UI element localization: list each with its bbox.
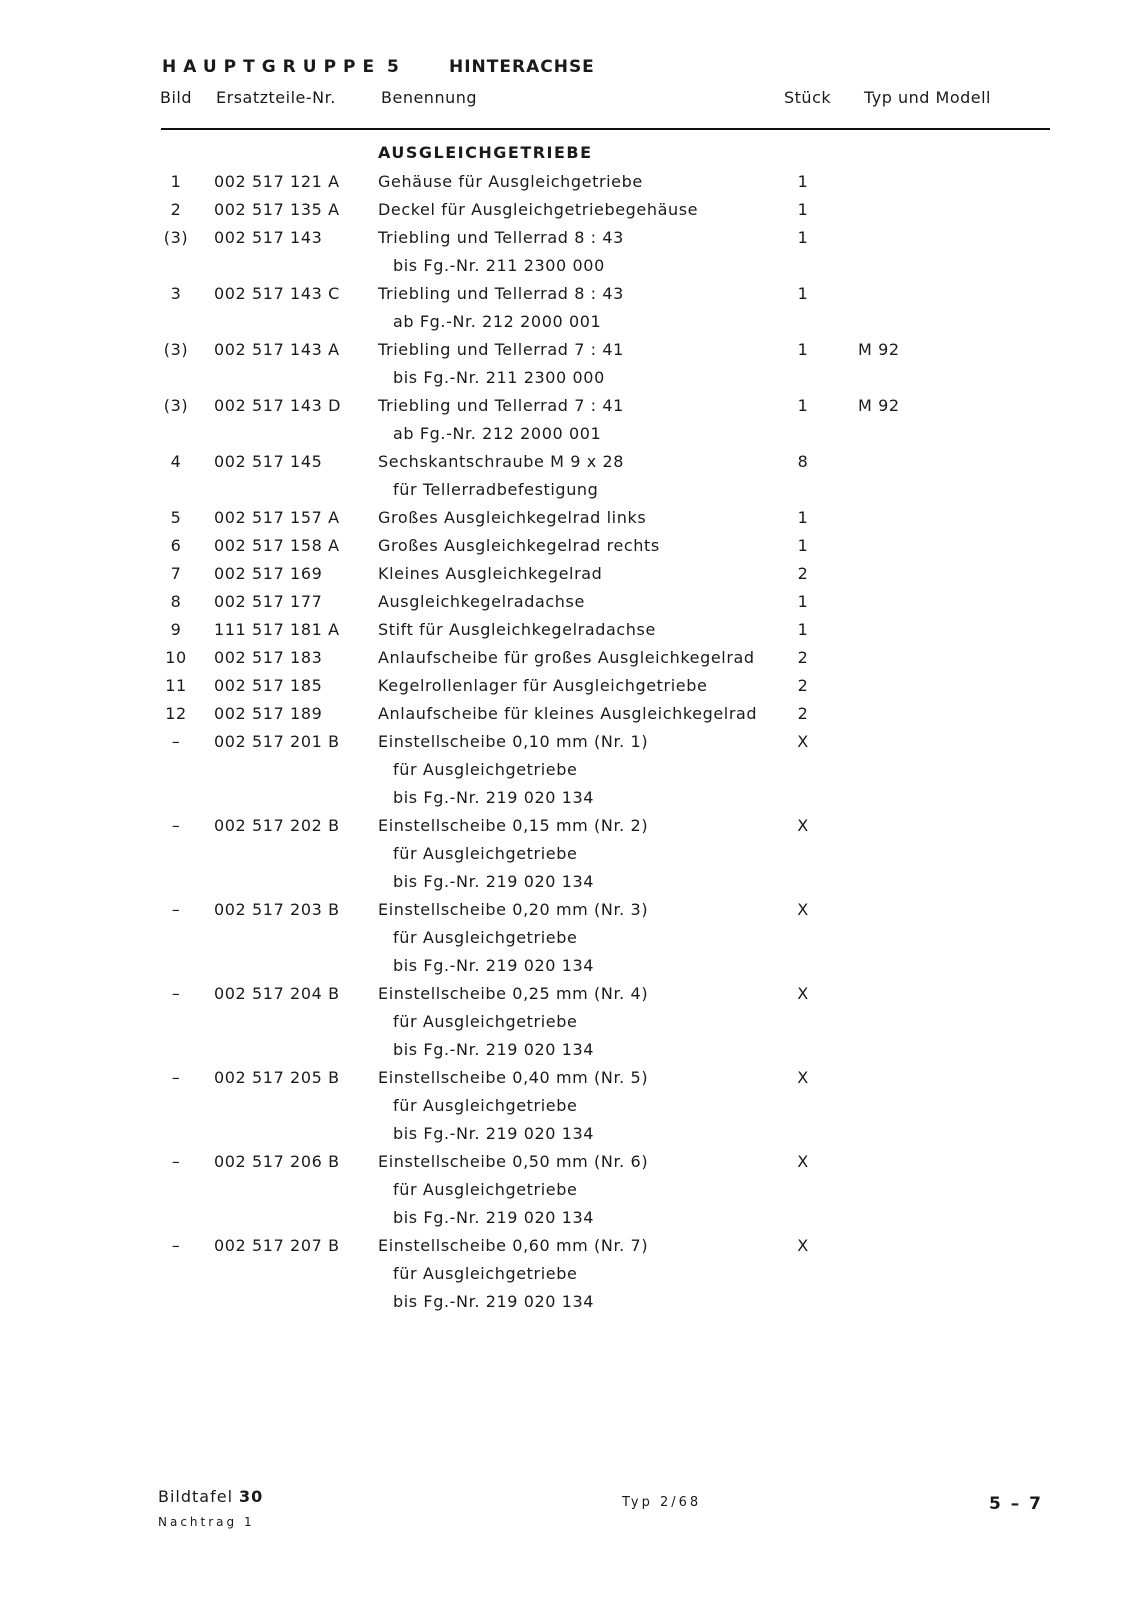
description-cell: Triebling und Tellerrad 7 : 41 bbox=[378, 396, 624, 415]
description-cell: Einstellscheibe 0,50 mm (Nr. 6) bbox=[378, 1152, 649, 1171]
model-cell: M 92 bbox=[858, 396, 900, 415]
table-row bbox=[0, 896, 1139, 924]
description-cell: für Ausgleichgetriebe bbox=[393, 1180, 578, 1199]
part-number-cell: 002 517 202 B bbox=[214, 816, 340, 835]
table-row bbox=[0, 1260, 1139, 1288]
group-label: HAUPTGRUPPE bbox=[162, 57, 382, 77]
description-cell: für Ausgleichgetriebe bbox=[393, 760, 578, 779]
quantity-cell: X bbox=[797, 1068, 809, 1087]
description-cell: Triebling und Tellerrad 8 : 43 bbox=[378, 284, 624, 303]
table-row bbox=[0, 448, 1139, 476]
part-number-cell: 002 517 207 B bbox=[214, 1236, 340, 1255]
description-cell: bis Fg.-Nr. 219 020 134 bbox=[393, 788, 595, 807]
description-cell: für Ausgleichgetriebe bbox=[393, 1012, 578, 1031]
bild-cell: – bbox=[171, 984, 181, 1003]
quantity-cell: 2 bbox=[797, 648, 809, 667]
footer-bildtafel bbox=[158, 1487, 263, 1506]
table-row bbox=[0, 1064, 1139, 1092]
table-row bbox=[0, 280, 1139, 308]
table-row bbox=[0, 420, 1139, 448]
quantity-cell: X bbox=[797, 816, 809, 835]
description-cell: Kleines Ausgleichkegelrad bbox=[378, 564, 603, 583]
description-cell: Kegelrollenlager für Ausgleichgetriebe bbox=[378, 676, 708, 695]
table-row bbox=[0, 1036, 1139, 1064]
bild-cell: 7 bbox=[170, 564, 182, 583]
description-cell: Triebling und Tellerrad 8 : 43 bbox=[378, 228, 624, 247]
description-cell: für Ausgleichgetriebe bbox=[393, 1264, 578, 1283]
table-row bbox=[0, 392, 1139, 420]
table-row bbox=[0, 952, 1139, 980]
description-cell: bis Fg.-Nr. 219 020 134 bbox=[393, 1208, 595, 1227]
footer-typ: Typ 2/68 bbox=[622, 1495, 702, 1510]
table-row bbox=[0, 504, 1139, 532]
part-number-cell: 002 517 206 B bbox=[214, 1152, 340, 1171]
bildtafel-label: Bildtafel bbox=[158, 1487, 234, 1506]
description-cell: Einstellscheibe 0,40 mm (Nr. 5) bbox=[378, 1068, 649, 1087]
description-cell: Einstellscheibe 0,20 mm (Nr. 3) bbox=[378, 900, 649, 919]
table-row bbox=[0, 868, 1139, 896]
header-divider bbox=[161, 128, 1050, 130]
section-title: AUSGLEICHGETRIEBE bbox=[378, 143, 593, 162]
col-stueck: Stück bbox=[784, 88, 832, 107]
group-number: 5 bbox=[387, 57, 399, 77]
table-row bbox=[0, 1288, 1139, 1316]
table-row bbox=[0, 336, 1139, 364]
part-number-cell: 002 517 204 B bbox=[214, 984, 340, 1003]
quantity-cell: 1 bbox=[797, 200, 809, 219]
table-row bbox=[0, 196, 1139, 224]
quantity-cell: 2 bbox=[797, 704, 809, 723]
description-cell: bis Fg.-Nr. 211 2300 000 bbox=[393, 368, 605, 387]
description-cell: bis Fg.-Nr. 219 020 134 bbox=[393, 1292, 595, 1311]
description-cell: Sechskantschraube M 9 x 28 bbox=[378, 452, 625, 471]
quantity-cell: 1 bbox=[797, 340, 809, 359]
description-cell: bis Fg.-Nr. 219 020 134 bbox=[393, 956, 595, 975]
quantity-cell: 1 bbox=[797, 284, 809, 303]
bildtafel-number: 30 bbox=[239, 1487, 264, 1506]
table-row bbox=[0, 588, 1139, 616]
bild-cell: – bbox=[171, 816, 181, 835]
part-number-cell: 002 517 158 A bbox=[214, 536, 340, 555]
description-cell: bis Fg.-Nr. 211 2300 000 bbox=[393, 256, 605, 275]
table-row bbox=[0, 616, 1139, 644]
quantity-cell: 1 bbox=[797, 536, 809, 555]
main-group-header bbox=[162, 57, 595, 77]
footer-nachtrag: Nachtrag 1 bbox=[158, 1515, 255, 1529]
part-number-cell: 002 517 183 bbox=[214, 648, 323, 667]
bild-cell: – bbox=[171, 1068, 181, 1087]
table-row bbox=[0, 364, 1139, 392]
description-cell: ab Fg.-Nr. 212 2000 001 bbox=[393, 424, 602, 443]
description-cell: Großes Ausgleichkegelrad links bbox=[378, 508, 647, 527]
table-row bbox=[0, 1204, 1139, 1232]
part-number-cell: 002 517 135 A bbox=[214, 200, 340, 219]
table-row bbox=[0, 1008, 1139, 1036]
part-number-cell: 002 517 143 A bbox=[214, 340, 340, 359]
col-benennung: Benennung bbox=[381, 88, 478, 107]
part-number-cell: 111 517 181 A bbox=[214, 620, 340, 639]
bild-cell: (3) bbox=[163, 340, 189, 359]
part-number-cell: 002 517 203 B bbox=[214, 900, 340, 919]
description-cell: für Ausgleichgetriebe bbox=[393, 1096, 578, 1115]
page-number: 5 – 7 bbox=[989, 1494, 1043, 1514]
description-cell: Stift für Ausgleichkegelradachse bbox=[378, 620, 656, 639]
part-number-cell: 002 517 169 bbox=[214, 564, 323, 583]
table-row bbox=[0, 168, 1139, 196]
quantity-cell: 1 bbox=[797, 508, 809, 527]
part-number-cell: 002 517 189 bbox=[214, 704, 323, 723]
bild-cell: 1 bbox=[170, 172, 182, 191]
table-row bbox=[0, 980, 1139, 1008]
description-cell: Einstellscheibe 0,10 mm (Nr. 1) bbox=[378, 732, 649, 751]
description-cell: Anlaufscheibe für großes Ausgleichkegelrad bbox=[378, 648, 755, 667]
description-cell: Deckel für Ausgleichgetriebegehäuse bbox=[378, 200, 699, 219]
quantity-cell: 2 bbox=[797, 676, 809, 695]
table-row bbox=[0, 1232, 1139, 1260]
quantity-cell: X bbox=[797, 1236, 809, 1255]
table-row bbox=[0, 1176, 1139, 1204]
bild-cell: 10 bbox=[165, 648, 187, 667]
table-row bbox=[0, 644, 1139, 672]
col-typ-modell: Typ und Modell bbox=[864, 88, 991, 107]
part-number-cell: 002 517 143 D bbox=[214, 396, 341, 415]
description-cell: Großes Ausgleichkegelrad rechts bbox=[378, 536, 660, 555]
part-number-cell: 002 517 185 bbox=[214, 676, 323, 695]
table-row bbox=[0, 756, 1139, 784]
description-cell: für Tellerradbefestigung bbox=[393, 480, 599, 499]
bild-cell: 5 bbox=[170, 508, 182, 527]
table-row bbox=[0, 924, 1139, 952]
part-number-cell: 002 517 205 B bbox=[214, 1068, 340, 1087]
part-number-cell: 002 517 143 bbox=[214, 228, 323, 247]
part-number-cell: 002 517 143 C bbox=[214, 284, 340, 303]
quantity-cell: 1 bbox=[797, 592, 809, 611]
table-row bbox=[0, 252, 1139, 280]
bild-cell: 3 bbox=[170, 284, 182, 303]
table-row bbox=[0, 728, 1139, 756]
quantity-cell: 1 bbox=[797, 396, 809, 415]
col-ersatzteile-nr: Ersatzteile-Nr. bbox=[216, 88, 336, 107]
bild-cell: – bbox=[171, 1236, 181, 1255]
bild-cell: 2 bbox=[170, 200, 182, 219]
bild-cell: – bbox=[171, 900, 181, 919]
description-cell: für Ausgleichgetriebe bbox=[393, 844, 578, 863]
table-row bbox=[0, 784, 1139, 812]
quantity-cell: X bbox=[797, 732, 809, 751]
quantity-cell: 1 bbox=[797, 620, 809, 639]
bild-cell: (3) bbox=[163, 228, 189, 247]
parts-table bbox=[0, 168, 1139, 1316]
bild-cell: 8 bbox=[170, 592, 182, 611]
table-row bbox=[0, 1148, 1139, 1176]
bild-cell: 4 bbox=[170, 452, 182, 471]
table-row bbox=[0, 560, 1139, 588]
table-row bbox=[0, 672, 1139, 700]
table-row bbox=[0, 1120, 1139, 1148]
bild-cell: – bbox=[171, 1152, 181, 1171]
description-cell: ab Fg.-Nr. 212 2000 001 bbox=[393, 312, 602, 331]
bild-cell: 11 bbox=[165, 676, 187, 695]
description-cell: Anlaufscheibe für kleines Ausgleichkegelrad bbox=[378, 704, 758, 723]
description-cell: Ausgleichkegelradachse bbox=[378, 592, 585, 611]
part-number-cell: 002 517 145 bbox=[214, 452, 323, 471]
table-row bbox=[0, 476, 1139, 504]
quantity-cell: X bbox=[797, 1152, 809, 1171]
description-cell: für Ausgleichgetriebe bbox=[393, 928, 578, 947]
quantity-cell: 1 bbox=[797, 172, 809, 191]
table-row bbox=[0, 308, 1139, 336]
description-cell: bis Fg.-Nr. 219 020 134 bbox=[393, 1040, 595, 1059]
description-cell: bis Fg.-Nr. 219 020 134 bbox=[393, 1124, 595, 1143]
bild-cell: 6 bbox=[170, 536, 182, 555]
quantity-cell: 2 bbox=[797, 564, 809, 583]
description-cell: Triebling und Tellerrad 7 : 41 bbox=[378, 340, 624, 359]
table-row bbox=[0, 700, 1139, 728]
col-bild: Bild bbox=[160, 88, 193, 107]
part-number-cell: 002 517 177 bbox=[214, 592, 323, 611]
table-row bbox=[0, 224, 1139, 252]
bild-cell: (3) bbox=[163, 396, 189, 415]
bild-cell: 9 bbox=[170, 620, 182, 639]
table-row bbox=[0, 1092, 1139, 1120]
bild-cell: – bbox=[171, 732, 181, 751]
table-row bbox=[0, 812, 1139, 840]
group-title: HINTERACHSE bbox=[449, 57, 595, 77]
model-cell: M 92 bbox=[858, 340, 900, 359]
quantity-cell: 1 bbox=[797, 228, 809, 247]
table-row bbox=[0, 532, 1139, 560]
description-cell: Gehäuse für Ausgleichgetriebe bbox=[378, 172, 643, 191]
description-cell: Einstellscheibe 0,60 mm (Nr. 7) bbox=[378, 1236, 649, 1255]
description-cell: bis Fg.-Nr. 219 020 134 bbox=[393, 872, 595, 891]
description-cell: Einstellscheibe 0,15 mm (Nr. 2) bbox=[378, 816, 649, 835]
quantity-cell: X bbox=[797, 900, 809, 919]
description-cell: Einstellscheibe 0,25 mm (Nr. 4) bbox=[378, 984, 649, 1003]
part-number-cell: 002 517 121 A bbox=[214, 172, 340, 191]
part-number-cell: 002 517 157 A bbox=[214, 508, 340, 527]
table-row bbox=[0, 840, 1139, 868]
part-number-cell: 002 517 201 B bbox=[214, 732, 340, 751]
bild-cell: 12 bbox=[165, 704, 187, 723]
quantity-cell: 8 bbox=[797, 452, 809, 471]
quantity-cell: X bbox=[797, 984, 809, 1003]
